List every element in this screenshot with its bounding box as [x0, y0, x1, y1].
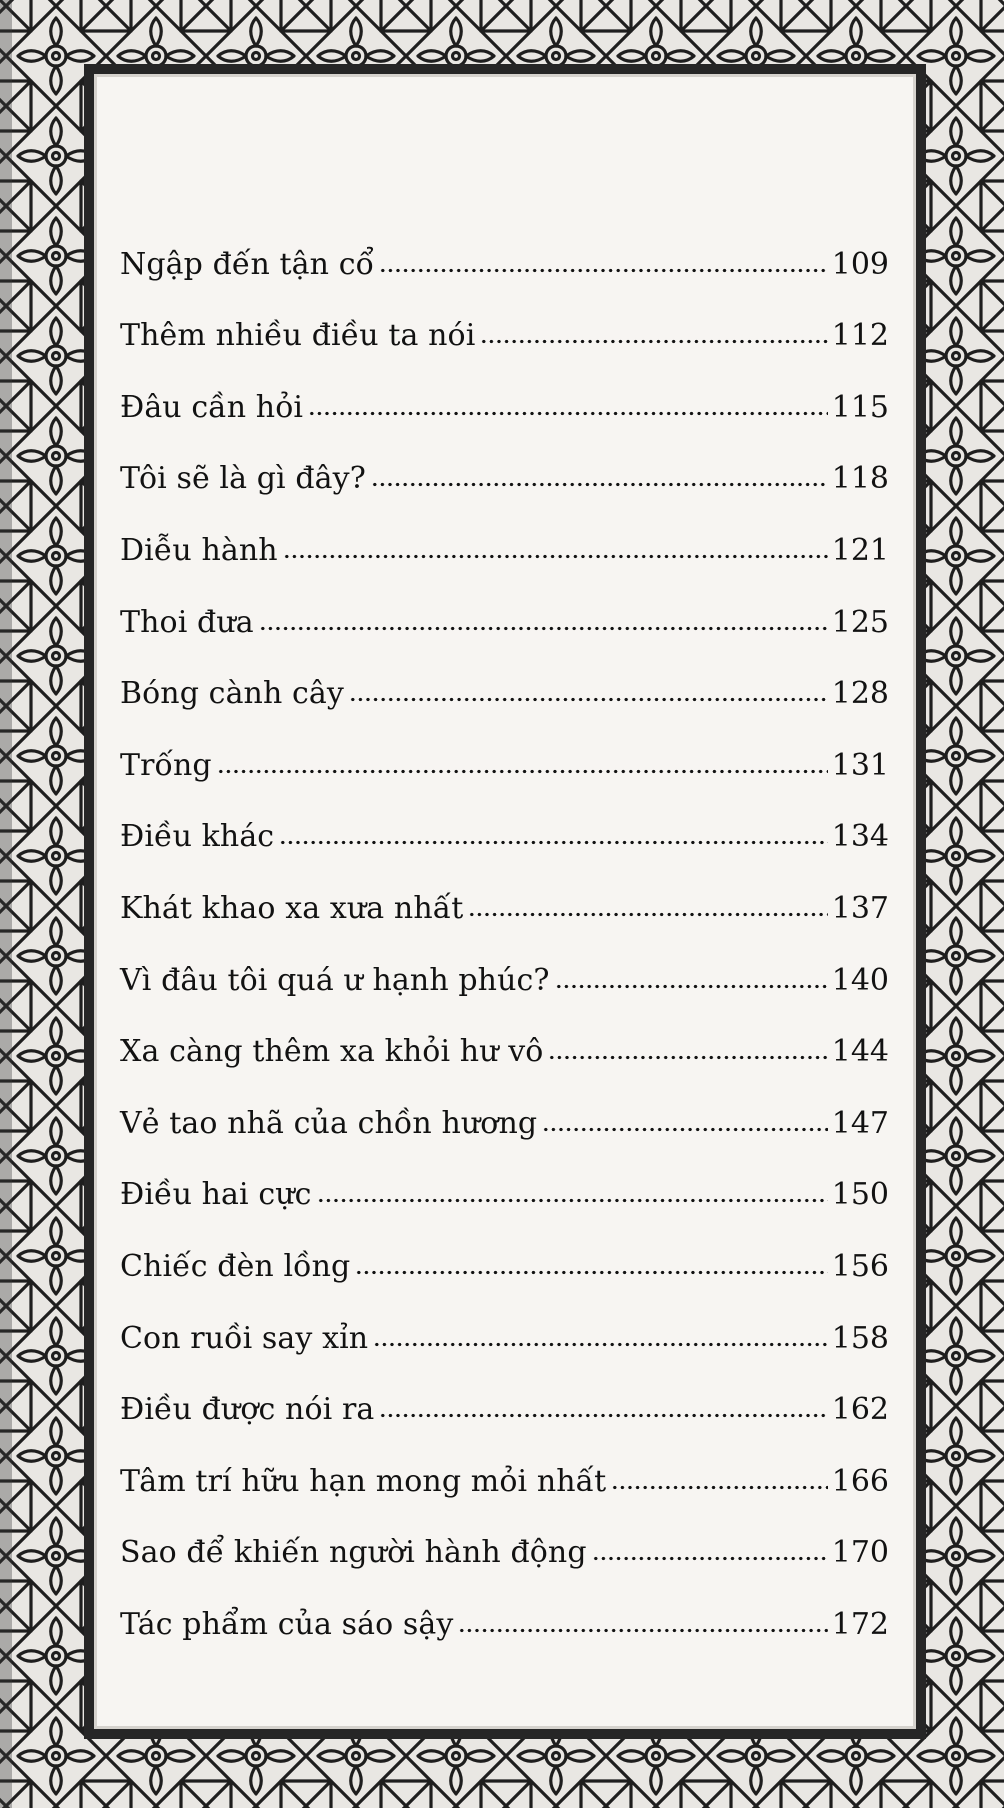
dot-leader — [349, 697, 828, 702]
toc-entry-title: Tâm trí hữu hạn mong mỏi nhất — [120, 1463, 607, 1499]
toc-entry-title: Con ruồi say xỉn — [120, 1320, 369, 1356]
dot-leader — [279, 840, 828, 845]
toc-entry — [120, 494, 889, 566]
dot-leader — [592, 1556, 828, 1561]
dot-leader — [259, 626, 828, 631]
toc-entry-page-number: 166 — [831, 1463, 889, 1499]
dot-leader — [217, 769, 828, 774]
dot-leader — [480, 339, 827, 344]
dot-leader — [458, 1628, 827, 1633]
toc-entry-title: Tác phẩm của sáo sậy — [120, 1606, 454, 1642]
toc-entry-page-number: 137 — [831, 890, 889, 926]
toc-entry-page-number: 112 — [831, 318, 889, 354]
toc-entry-page-number: 172 — [831, 1606, 889, 1642]
toc-entry — [120, 709, 889, 781]
toc-entry-page-number: 144 — [831, 1034, 889, 1070]
toc-list — [120, 208, 889, 1640]
dot-leader — [317, 1198, 828, 1203]
toc-entry-page-number: 140 — [831, 962, 889, 998]
dot-leader — [379, 268, 828, 273]
dot-leader — [283, 554, 828, 559]
toc-entry — [120, 1568, 889, 1640]
toc-entry-title: Chiếc đèn lồng — [120, 1248, 351, 1284]
dot-leader — [308, 411, 828, 416]
toc-entry — [120, 566, 889, 638]
toc-entry-title: Khát khao xa xưa nhất — [120, 890, 464, 926]
toc-entry-page-number: 156 — [831, 1248, 889, 1284]
toc-entry-title: Điều được nói ra — [120, 1392, 375, 1428]
toc-entry-title: Điều khác — [120, 819, 275, 855]
toc-entry — [120, 1210, 889, 1282]
table-of-contents-panel — [84, 64, 926, 1739]
toc-entry — [120, 1497, 889, 1569]
toc-entry-page-number: 128 — [831, 676, 889, 712]
toc-entry-page-number: 162 — [831, 1392, 889, 1428]
toc-entry — [120, 351, 889, 423]
toc-entry — [120, 638, 889, 710]
toc-entry-title: Điều hai cực — [120, 1177, 312, 1213]
toc-entry-page-number: 115 — [831, 389, 889, 425]
dot-leader — [355, 1270, 827, 1275]
toc-entry-title: Thêm nhiều điều ta nói — [120, 318, 476, 354]
toc-entry-page-number: 109 — [831, 246, 889, 282]
toc-entry-page-number: 131 — [831, 747, 889, 783]
toc-entry-page-number: 118 — [831, 461, 889, 497]
toc-entry-title: Thoi đưa — [120, 604, 254, 640]
toc-entry — [120, 1067, 889, 1139]
dot-leader — [371, 482, 828, 487]
toc-entry — [120, 852, 889, 924]
toc-entry-title: Sao để khiến người hành động — [120, 1535, 587, 1571]
toc-entry-title: Đâu cần hỏi — [120, 389, 304, 425]
dot-leader — [468, 912, 827, 917]
toc-entry-title: Xa càng thêm xa khỏi hư vô — [120, 1034, 544, 1070]
toc-entry-title: Trống — [120, 747, 212, 783]
toc-entry — [120, 280, 889, 352]
toc-entry-title: Diễu hành — [120, 532, 278, 568]
toc-entry-page-number: 170 — [831, 1535, 889, 1571]
dot-leader — [548, 1055, 827, 1060]
toc-entry-page-number: 158 — [831, 1320, 889, 1356]
dot-leader — [542, 1127, 828, 1132]
toc-entry — [120, 1354, 889, 1426]
toc-entry-page-number: 121 — [831, 532, 889, 568]
dot-leader — [611, 1485, 827, 1490]
toc-entry — [120, 996, 889, 1068]
toc-entry — [120, 208, 889, 280]
dot-leader — [555, 984, 828, 989]
toc-entry-page-number: 134 — [831, 819, 889, 855]
toc-entry-title: Bóng cành cây — [120, 676, 344, 712]
toc-entry — [120, 924, 889, 996]
toc-entry — [120, 1139, 889, 1211]
toc-entry — [120, 423, 889, 495]
toc-entry-title: Vẻ tao nhã của chồn hương — [120, 1105, 538, 1141]
dot-leader — [379, 1413, 827, 1418]
toc-entry-page-number: 125 — [831, 604, 889, 640]
toc-entry-title: Ngập đến tận cổ — [120, 246, 375, 282]
toc-entry — [120, 1425, 889, 1497]
toc-entry-title: Tôi sẽ là gì đây? — [120, 461, 366, 497]
toc-entry-page-number: 150 — [831, 1177, 889, 1213]
toc-entry-page-number: 147 — [831, 1105, 889, 1141]
toc-entry-title: Vì đâu tôi quá ư hạnh phúc? — [120, 962, 550, 998]
dot-leader — [373, 1342, 828, 1347]
toc-entry — [120, 1282, 889, 1354]
toc-entry — [120, 781, 889, 853]
